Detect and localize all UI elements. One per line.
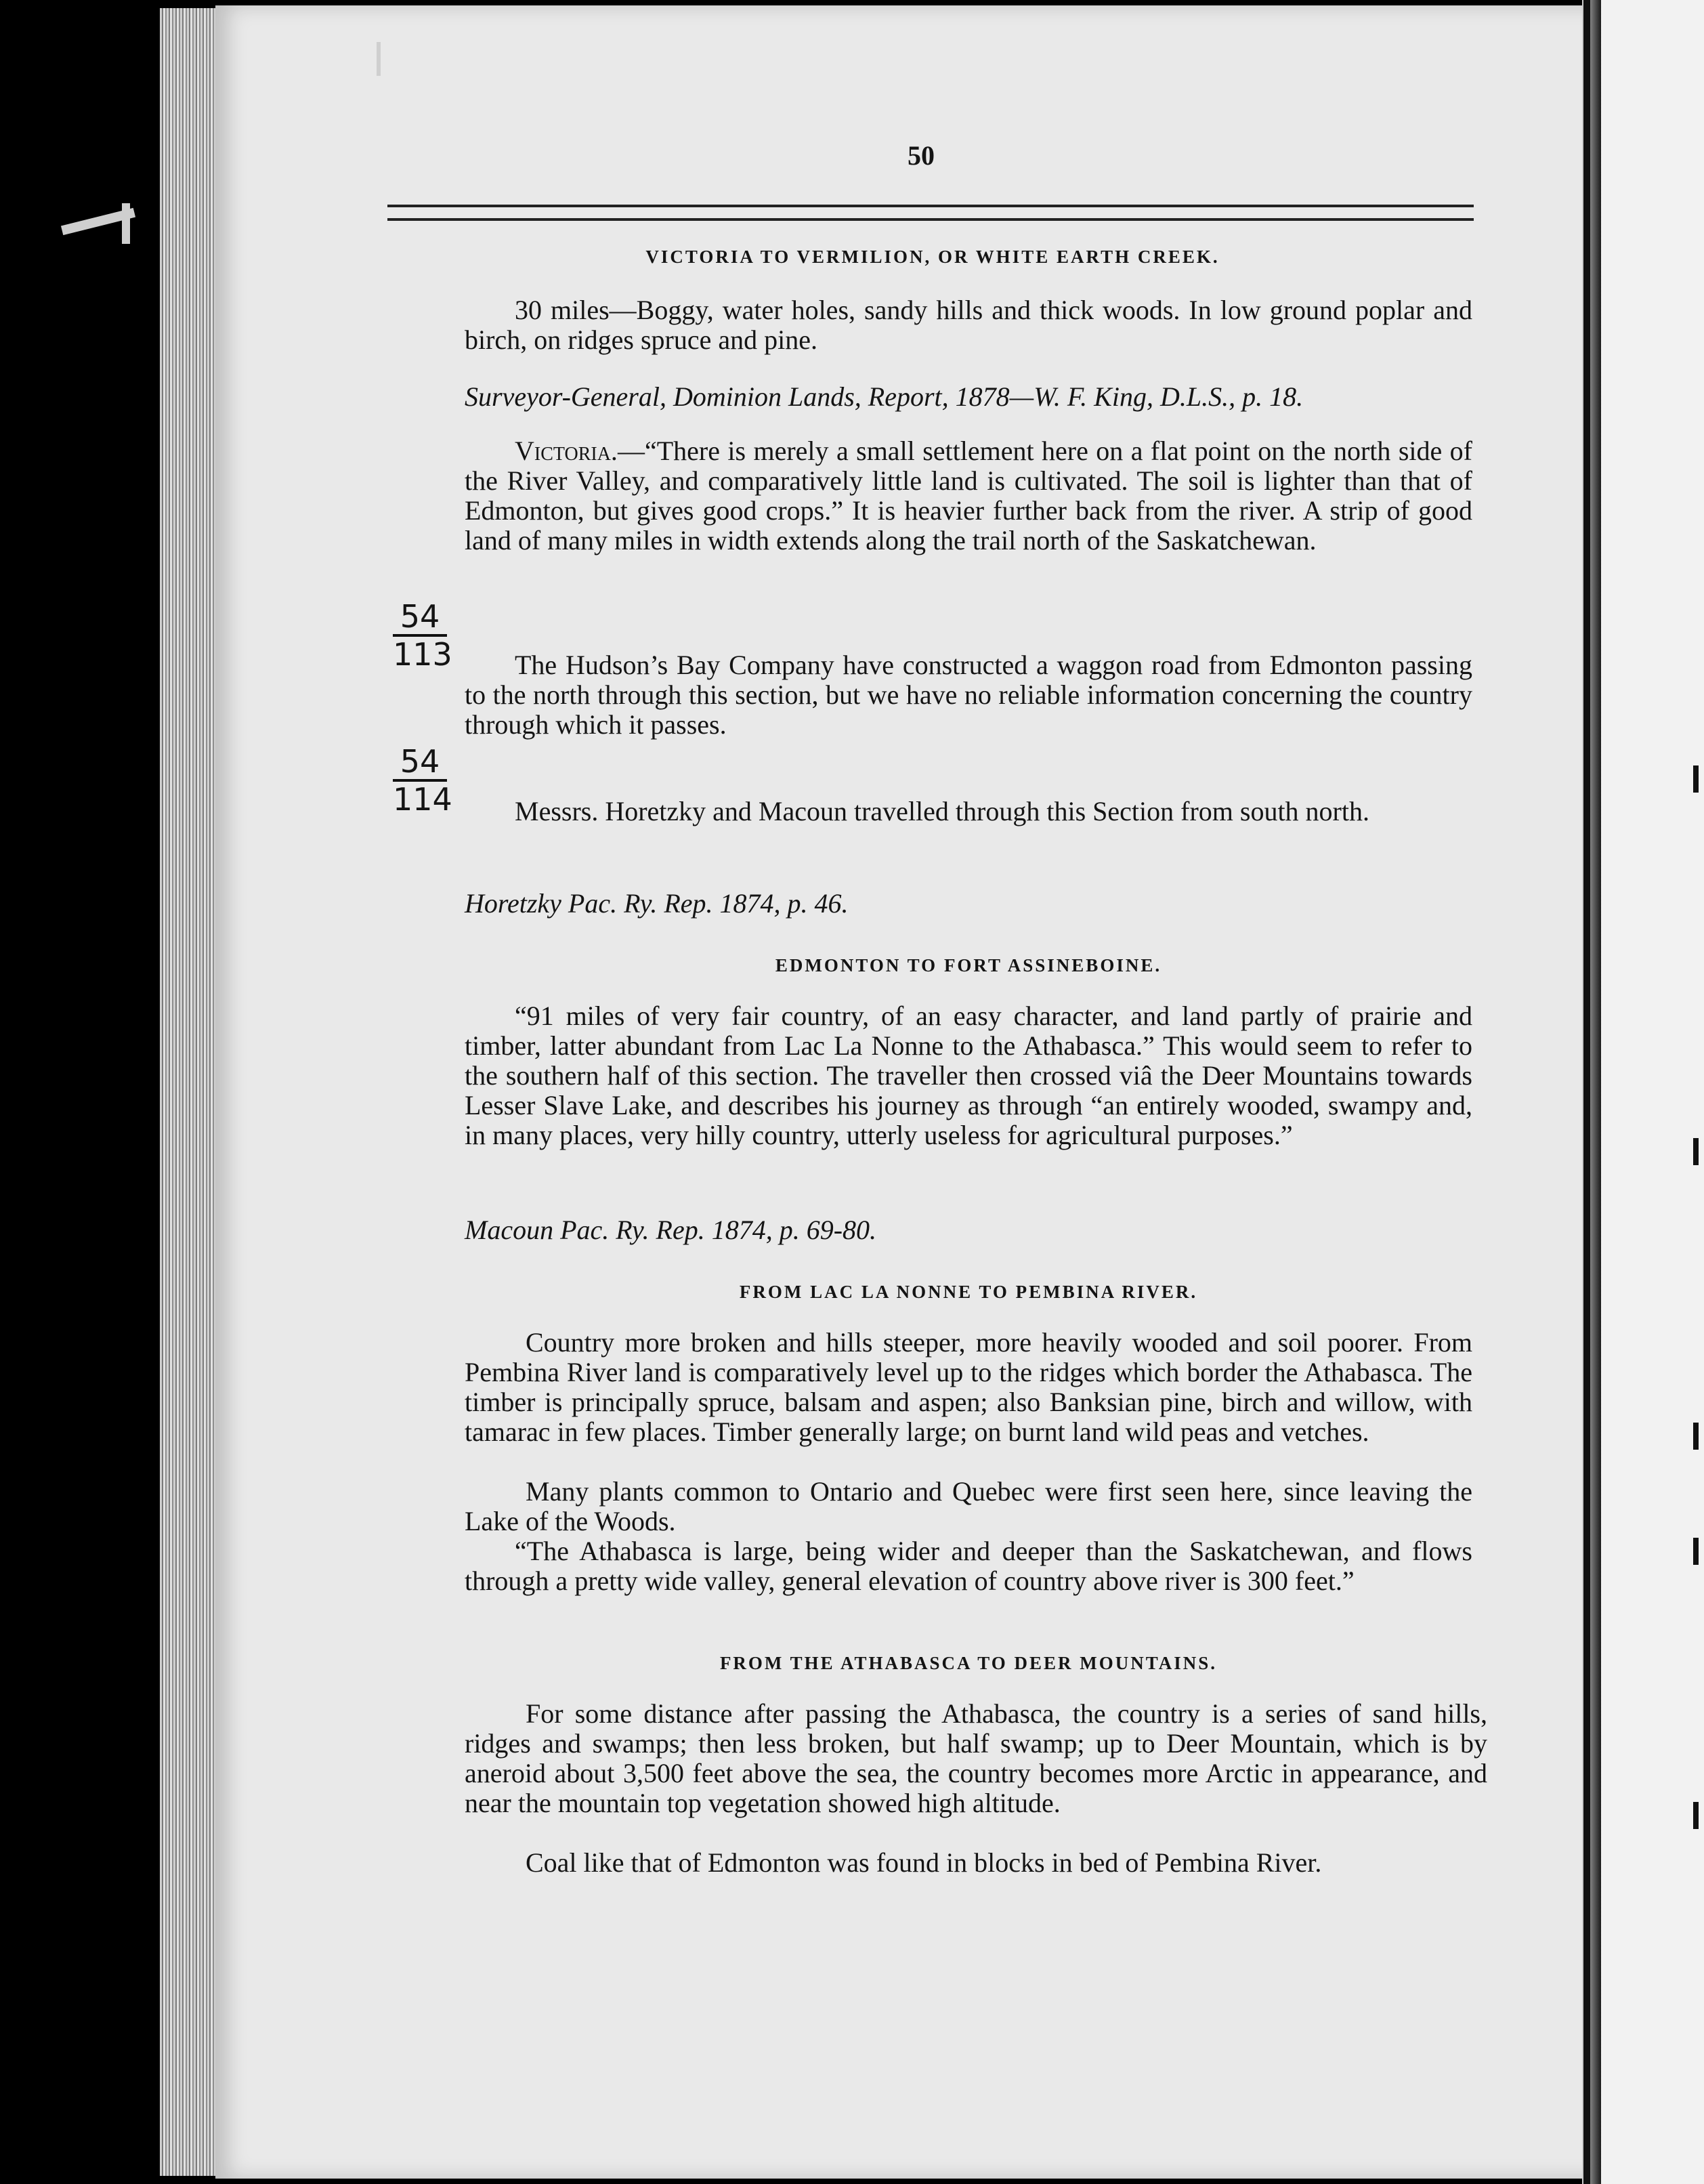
facing-page-mark xyxy=(1693,1802,1699,1829)
facing-page-mark xyxy=(1693,1538,1699,1565)
paragraph: “The Athabasca is large, being wider and deeper than the Saskatchewan, and flows through a pretty wide valley, general elevation of country above river is 300 feet.” xyxy=(465,1536,1472,1596)
section-heading: EDMONTON TO FORT ASSINEBOINE. xyxy=(775,955,1162,975)
scan-artifact xyxy=(377,42,381,76)
paragraph: For some distance after passing the Athabasca, the country is a series of sand hills, ridges and swamps; then less broken, but half swamp; up to Deer Mountain, which is by aneroid about 3,500 feet above the sea, the country becomes more Arctic in appearance, and near the mountain top vegetation showed high altitude. xyxy=(465,1698,1487,1818)
scan-artifact xyxy=(122,203,130,244)
paragraph: Messrs. Horetzky and Macoun travelled through this Section from south north. xyxy=(515,796,1369,826)
page-number: 50 xyxy=(908,140,935,171)
paragraph xyxy=(465,436,1472,555)
margin-number-top: 54 xyxy=(393,599,447,637)
paragraph: Many plants common to Ontario and Quebec were first seen here, since leaving the Lake of the Woods. xyxy=(465,1476,1472,1536)
paragraph: 30 miles—Boggy, water holes, sandy hills and thick woods. In low ground poplar and birch, on ridges spruce and pine. xyxy=(465,295,1472,355)
book-page-edges xyxy=(160,8,221,2176)
facing-page-edge xyxy=(1583,0,1590,2184)
margin-number-bottom: 113 xyxy=(393,636,452,673)
paragraph: Country more broken and hills steeper, more heavily wooded and soil poorer. From Pembina River land is comparatively level up to the ridges which border the Athabasca. The timber is principally spruce, balsam and aspen; also Banksian pine, birch and willow, with tamarac in few places. Timber generally large; on burnt land wild peas and vetches. xyxy=(465,1327,1472,1447)
facing-page-mark xyxy=(1693,1138,1699,1165)
paragraph-text: —“There is merely a small settlement here on a flat point on the north side of the River Valley, and comparatively little land is cultivated. The soil is lighter than that of Edmonton, but gives good crops.” It is heavier further back from the river. A strip of good land of many miles in width extends along the trail north of the Saskatchewan. xyxy=(465,436,1472,555)
paragraph: The Hudson’s Bay Company have constructed a waggon road from Edmonton passing to the north through this section, but we have no reliable information concerning the country through which it passes. xyxy=(465,650,1472,740)
facing-page-mark xyxy=(1693,1423,1699,1450)
facing-page xyxy=(1601,0,1704,2184)
header-rule xyxy=(387,205,1474,221)
section-heading: FROM THE ATHABASCA TO DEER MOUNTAINS. xyxy=(719,1653,1218,1673)
reference-citation: Macoun Pac. Ry. Rep. 1874, p. 69-80. xyxy=(465,1215,877,1245)
margin-section-number xyxy=(393,598,452,673)
reference-citation: Horetzky Pac. Ry. Rep. 1874, p. 46. xyxy=(465,888,849,919)
margin-section-number xyxy=(393,743,452,818)
reference-citation: Surveyor-General, Dominion Lands, Report, 1878—W. F. King, D.L.S., p. 18. xyxy=(465,381,1304,412)
paragraph-lead: Victoria. xyxy=(515,436,618,466)
facing-page-mark xyxy=(1693,765,1699,793)
paragraph: “91 miles of very fair country, of an easy character, and land partly of prairie and timber, latter abundant from Lac La Nonne to the Athabasca.” This would seem to refer to the southern half of this section. The traveller then crossed viâ the Deer Mountains towards Lesser Slave Lake, and describes his journey as through “an entirely wooded, swampy and, in many places, very hilly country, utterly useless for agricultural purposes.” xyxy=(465,1001,1472,1150)
paragraph: Coal like that of Edmonton was found in blocks in bed of Pembina River. xyxy=(526,1847,1322,1878)
section-heading: VICTORIA TO VERMILION, OR WHITE EARTH CREEK. xyxy=(645,247,1220,267)
margin-number-top: 54 xyxy=(393,744,447,782)
margin-number-bottom: 114 xyxy=(393,781,452,818)
section-heading: FROM LAC LA NONNE TO PEMBINA RIVER. xyxy=(739,1282,1198,1302)
